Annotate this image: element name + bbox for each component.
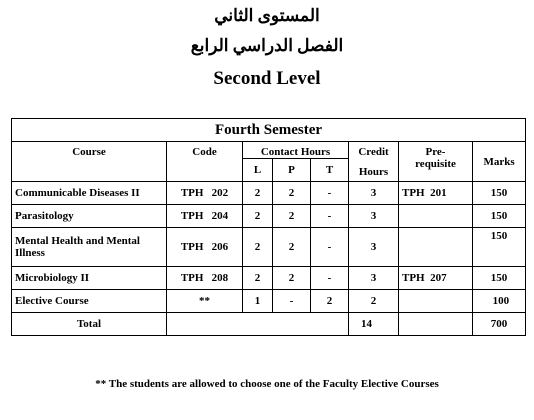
course-code: TPH 202 xyxy=(167,182,243,205)
course-name: Microbiology II xyxy=(12,267,167,290)
semester-header: Fourth Semester xyxy=(12,119,526,142)
table-row xyxy=(12,290,526,313)
header-code: Code xyxy=(167,142,243,182)
course-code: TPH 206 xyxy=(167,228,243,267)
header-prerequisite xyxy=(399,142,473,182)
tutorial-hours: - xyxy=(311,182,349,205)
practical-hours: 2 xyxy=(273,182,311,205)
credit-hours: 3 xyxy=(349,205,399,228)
lecture-hours: 2 xyxy=(243,228,273,267)
header-contact-hours: Contact Hours xyxy=(243,142,349,159)
practical-hours: 2 xyxy=(273,205,311,228)
credit-hours: 3 xyxy=(349,267,399,290)
marks: 100 xyxy=(473,290,526,313)
practical-hours: 2 xyxy=(273,267,311,290)
table-row xyxy=(12,228,526,267)
course-name: Parasitology xyxy=(12,205,167,228)
english-level-title: Second Level xyxy=(213,68,321,89)
total-prereq-empty xyxy=(399,313,473,336)
marks: 150 xyxy=(473,267,526,290)
total-credit: 14 xyxy=(349,313,399,336)
credit-hours: 3 xyxy=(349,228,399,267)
practical-hours: 2 xyxy=(273,228,311,267)
practical-hours: - xyxy=(273,290,311,313)
course-name: Mental Health and Mental Illness xyxy=(12,228,167,267)
course-table xyxy=(11,118,526,336)
prerequisite: TPH 201 xyxy=(399,182,473,205)
table-row xyxy=(12,205,526,228)
total-row xyxy=(12,313,526,336)
course-name: Communicable Diseases II xyxy=(12,182,167,205)
tutorial-hours: - xyxy=(311,228,349,267)
header-prereq-line2: requisite xyxy=(415,158,456,170)
header-course: Course xyxy=(12,142,167,182)
tutorial-hours: - xyxy=(311,267,349,290)
arabic-semester-title: الفصل الدراسي الرابع xyxy=(190,36,344,55)
course-code: TPH 204 xyxy=(167,205,243,228)
course-code: TPH 208 xyxy=(167,267,243,290)
header-prereq-line1: Pre- xyxy=(425,146,446,158)
prerequisite: TPH 207 xyxy=(399,267,473,290)
total-empty-cell xyxy=(167,313,349,336)
marks: 150 xyxy=(473,228,526,267)
header-credit-hours xyxy=(349,142,399,182)
marks: 150 xyxy=(473,205,526,228)
header-tutorial: T xyxy=(311,159,349,182)
credit-hours: 2 xyxy=(349,290,399,313)
header-marks: Marks xyxy=(473,142,526,182)
course-code: ** xyxy=(167,290,243,313)
table-row xyxy=(12,267,526,290)
course-name: Elective Course xyxy=(12,290,167,313)
lecture-hours: 2 xyxy=(243,267,273,290)
table-row xyxy=(12,182,526,205)
lecture-hours: 2 xyxy=(243,205,273,228)
credit-hours: 3 xyxy=(349,182,399,205)
marks: 150 xyxy=(473,182,526,205)
arabic-level-title: المستوى الثاني xyxy=(214,6,320,25)
prerequisite xyxy=(399,290,473,313)
footnote: ** The students are allowed to choose one of the Faculty Elective Courses xyxy=(95,378,439,390)
tutorial-hours: - xyxy=(311,205,349,228)
header-lecture: L xyxy=(243,159,273,182)
header-credit-line1: Credit xyxy=(358,146,389,158)
total-marks: 700 xyxy=(473,313,526,336)
prerequisite xyxy=(399,205,473,228)
lecture-hours: 2 xyxy=(243,182,273,205)
total-label: Total xyxy=(12,313,167,336)
header-practical: P xyxy=(273,159,311,182)
lecture-hours: 1 xyxy=(243,290,273,313)
tutorial-hours: 2 xyxy=(311,290,349,313)
header-credit-line2: Hours xyxy=(358,166,389,178)
prerequisite xyxy=(399,228,473,267)
